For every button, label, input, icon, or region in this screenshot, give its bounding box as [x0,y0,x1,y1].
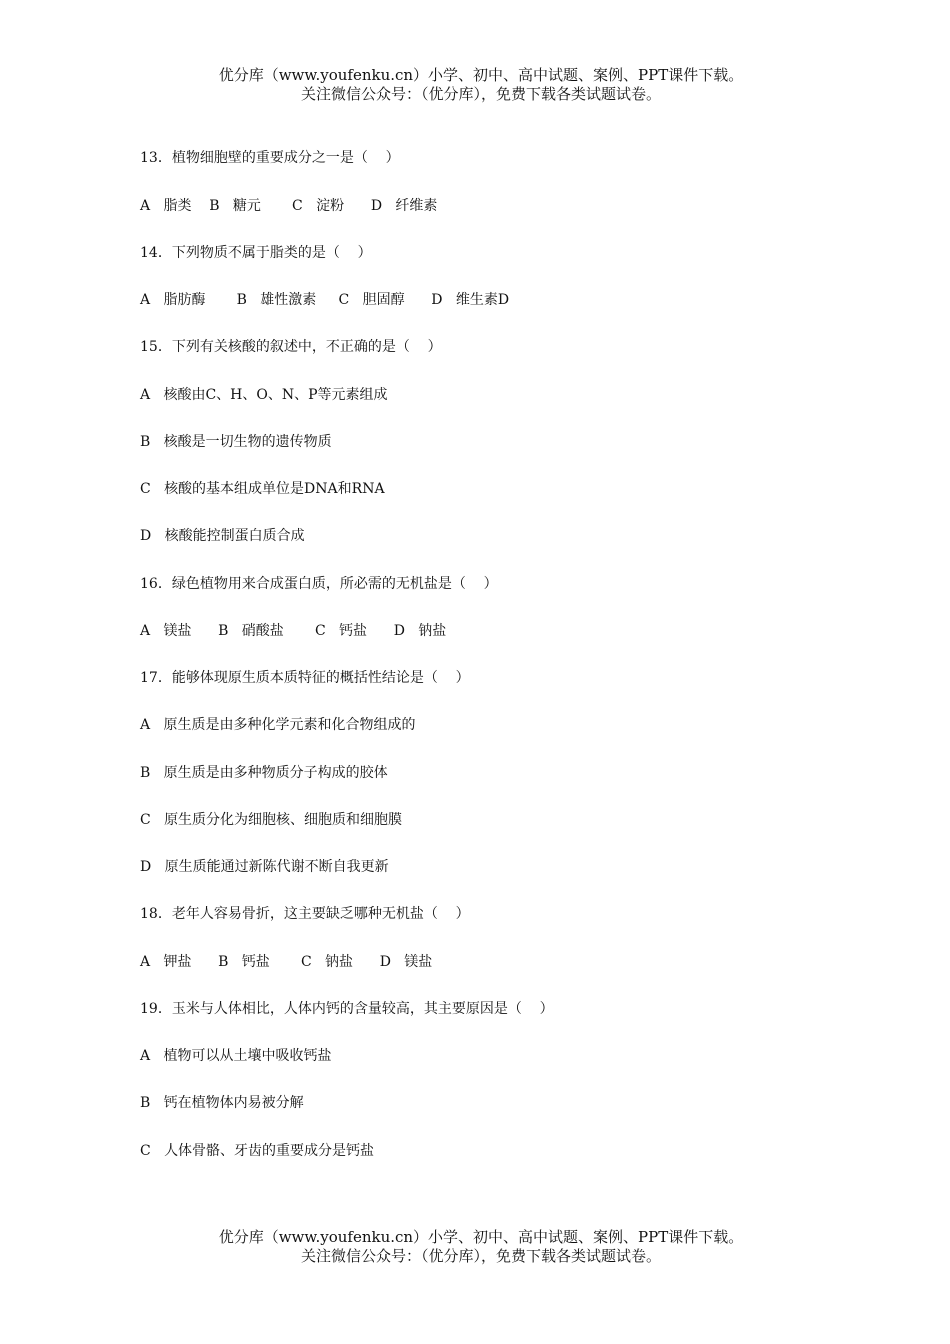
option-19-b: B 钙在植物体内易被分解 [140,1095,304,1111]
question-14: 14．下列物质不属于脂类的是（ ） [140,245,372,261]
options-14: A 脂肪酶 B 雄性激素 C 胆固醇 D 维生素D [140,292,510,308]
header-line-1: 优分库（www.youfenku.cn）小学、初中、高中试题、案例、PPT课件下载。 [218,66,744,84]
options-16: A 镁盐 B 硝酸盐 C 钙盐 D 钠盐 [140,623,447,639]
footer-line-1: 优分库（www.youfenku.cn）小学、初中、高中试题、案例、PPT课件下载。 [218,1228,744,1246]
option-19-c: C 人体骨骼、牙齿的重要成分是钙盐 [140,1143,375,1159]
option-15-a: A 核酸由C、H、O、N、P等元素组成 [140,387,388,403]
page-header [0,66,950,104]
question-13: 13．植物细胞壁的重要成分之一是（ ） [140,150,400,166]
header-line-2: 关注微信公众号：（优分库），免费下载各类试题试卷。 [300,85,661,103]
question-16: 16．绿色植物用来合成蛋白质，所必需的无机盐是（ ） [140,576,498,592]
question-15: 15．下列有关核酸的叙述中，不正确的是（ ） [140,339,442,355]
option-17-a: A 原生质是由多种化学元素和化合物组成的 [140,717,416,733]
question-18: 18．老年人容易骨折，这主要缺乏哪种无机盐（ ） [140,906,470,922]
option-15-d: D 核酸能控制蛋白质合成 [140,528,305,544]
option-17-b: B 原生质是由多种物质分子构成的胶体 [140,765,388,781]
page-footer [0,1228,950,1266]
question-17: 17．能够体现原生质本质特征的概括性结论是（ ） [140,670,470,686]
footer-line-2: 关注微信公众号：（优分库），免费下载各类试题试卷。 [300,1247,661,1265]
options-13: A 脂类 B 糖元 C 淀粉 D 纤维素 [140,198,438,214]
question-19: 19．玉米与人体相比，人体内钙的含量较高，其主要原因是（ ） [140,1001,554,1017]
option-15-c: C 核酸的基本组成单位是DNA和RNA [140,481,385,497]
option-17-c: C 原生质分化为细胞核、细胞质和细胞膜 [140,812,403,828]
option-19-a: A 植物可以从土壤中吸收钙盐 [140,1048,332,1064]
options-18: A 钾盐 B 钙盐 C 钠盐 D 镁盐 [140,954,433,970]
option-17-d: D 原生质能通过新陈代谢不断自我更新 [140,859,389,875]
option-15-b: B 核酸是一切生物的遗传物质 [140,434,332,450]
